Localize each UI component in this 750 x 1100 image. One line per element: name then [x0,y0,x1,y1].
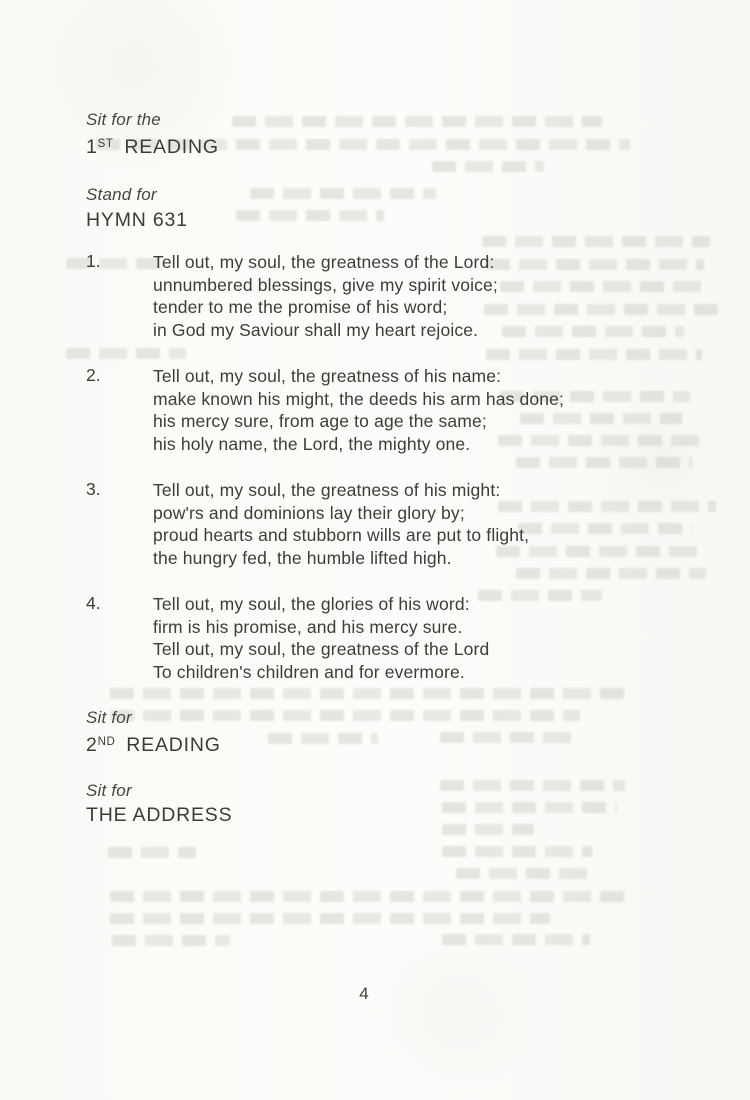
verse-line: tender to me the promise of his word; [153,297,448,318]
verse-number: 2. [86,365,101,385]
ghost-text-line [110,913,550,924]
ghost-text-line [516,457,692,468]
ghost-text-line [232,116,602,127]
heading-title: READING [126,734,221,756]
verse-line: his holy name, the Lord, the mighty one. [153,433,471,454]
ghost-text-line [442,846,592,857]
ghost-text-line [268,733,378,744]
verse-line: proud hearts and stubborn wills are put to flight, [153,525,530,546]
verse-line: Tell out, my soul, the greatness of his might: [153,480,501,500]
heading-ordinal-suffix: ST [97,138,114,150]
ghost-text-line [486,349,702,360]
heading-title: THE ADDRESS [86,804,233,826]
ghost-text-line [440,780,625,791]
verse-line: in God my Saviour shall my heart rejoice. [153,319,479,340]
verse-line: the hungry fed, the humble lifted high. [153,547,452,568]
ghost-text-line [442,934,590,945]
rubric-sit-for-second-reading: Sit for [86,708,132,727]
hymn-verse-3 [86,479,720,569]
page-number: 4 [359,984,369,1003]
heading-the-address [86,804,232,826]
ghost-text-line [440,732,580,743]
heading-number: 2 [86,734,98,756]
hymn-verse-4 [86,593,720,683]
verse-line: Tell out, my soul, the glories of his word: [153,594,470,614]
hymn-verse-2 [86,365,720,455]
ghost-text-line [110,688,630,699]
verse-line: To children's children and for evermore. [153,661,465,682]
heading-first-reading [86,133,219,158]
rubric-stand-for: Stand for [86,185,157,204]
ghost-text-line [442,824,534,835]
verse-line: Tell out, my soul, the greatness of the Lord [153,639,490,660]
ghost-text-line [236,210,384,221]
ghost-text-line [516,568,706,579]
verse-line: pow'rs and dominions lay their glory by; [153,502,465,523]
ghost-text-line [112,935,230,946]
verse-line: make known his might, the deeds his arm has done; [153,388,565,409]
verse-line: Tell out, my soul, the greatness of the Lord: [153,252,495,272]
heading-ordinal-suffix: ND [97,736,116,748]
ghost-text-line [250,188,436,199]
verse-line: firm is his promise, and his mercy sure. [153,616,463,637]
verse-number: 4. [86,593,101,613]
verse-line: Tell out, my soul, the greatness of his name: [153,366,502,386]
rubric-sit-for-the: Sit for the [86,110,161,129]
ghost-text-line [110,891,625,902]
heading-second-reading [86,731,221,756]
verse-number: 1. [86,251,101,271]
ghost-text-line [66,348,186,359]
verse-number: 3. [86,479,101,499]
hymn-verse-1 [86,251,720,341]
ghost-text-line [456,868,596,879]
verse-line: unnumbered blessings, give my spirit voice; [153,274,498,295]
heading-number: 1 [86,136,98,158]
ghost-text-line [442,802,617,813]
ghost-text-line [108,847,196,858]
ghost-text-line [432,161,544,172]
rubric-sit-for-address: Sit for [86,781,132,800]
verse-line: his mercy sure, from age to age the same; [153,411,487,432]
heading-title: READING [124,136,219,158]
heading-hymn-631 [86,209,188,231]
heading-title: HYMN 631 [86,209,188,231]
ghost-text-line [110,710,580,721]
ghost-text-line [482,236,710,247]
